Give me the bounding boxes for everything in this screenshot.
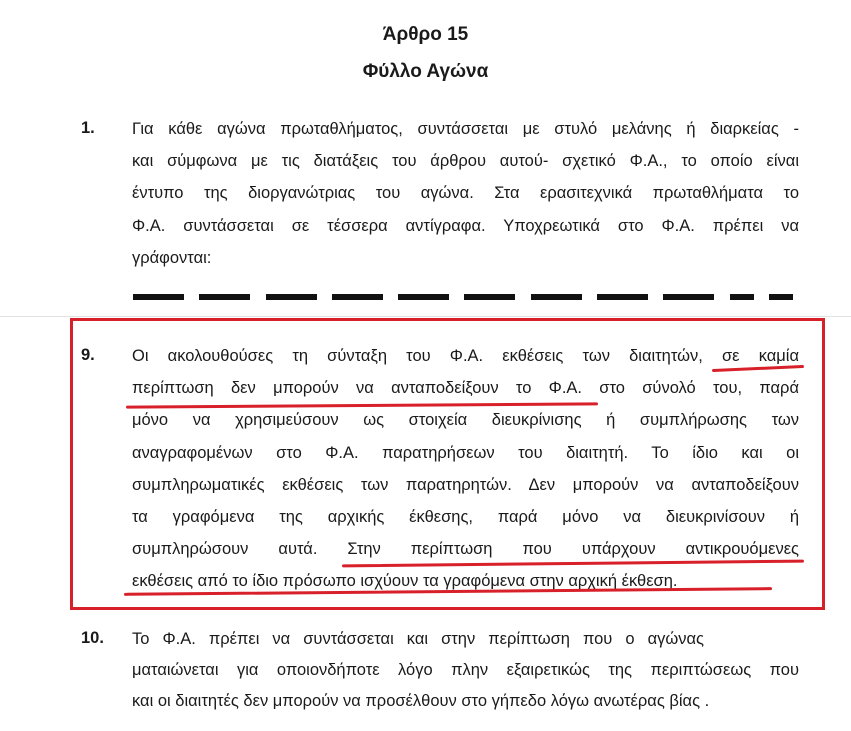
paragraph-10: [132, 624, 799, 717]
paragraph-line: περίπτωση δεν μπορούν να ανταποδείξουν το Φ.Α. στο σύνολό του, παρά: [132, 379, 799, 398]
paragraph-line: Το Φ.Α. πρέπει να συντάσσεται και στην περίπτωση που ο αγώνας: [132, 630, 704, 648]
dash-mark: [531, 294, 582, 300]
paragraph-line: Φ.Α. συντάσσεται σε τέσσερα αντίγραφα. Υποχρεωτικά στο Φ.Α. πρέπει να: [132, 216, 799, 235]
paragraph-line: Για κάθε αγώνα πρωταθλήματος, συντάσσεται με στυλό μελάνης ή διαρκείας -: [132, 120, 799, 138]
paragraph-number: 9.: [81, 346, 95, 364]
omission-dashes: [133, 294, 793, 300]
page-divider: [0, 316, 851, 317]
paragraph-line: αναγραφομένων στο Φ.Α. παρατηρήσεων του διαιτητή. Το ίδιο και οι: [132, 443, 799, 462]
paragraph-number: 10.: [81, 629, 104, 647]
dash-mark: [663, 294, 714, 300]
dash-mark: [398, 294, 449, 300]
dash-mark: [133, 294, 184, 300]
paragraph-line: και οι διαιτητές δεν μπορούν να προσέλθουν στο γήπεδο λόγω ανωτέρας βίας .: [132, 692, 710, 710]
paragraph-line: συμπληρωματικές εκθέσεις των παρατηρητών. Δεν μπορούν να ανταποδείξουν: [132, 475, 799, 494]
paragraph-line: συμπληρώσουν αυτά. Στην περίπτωση που υπάρχουν αντικρουόμενες: [132, 540, 799, 559]
dash-mark: [199, 294, 250, 300]
article-title: Άρθρο 15: [382, 24, 469, 45]
paragraph-line: εκθέσεις από το ίδιο πρόσωπο ισχύουν τα γραφόμενα στην αρχική έκθεση.: [132, 572, 678, 591]
dash-mark: [597, 294, 648, 300]
dash-mark: [769, 294, 793, 300]
paragraph-9: [132, 340, 799, 598]
article-subtitle: Φύλλο Αγώνα: [362, 61, 489, 82]
dash-mark: [332, 294, 383, 300]
paragraph-line: γράφονται:: [132, 248, 212, 267]
paragraph-line: μόνο να χρησιμεύσουν ως στοιχεία διευκρίνισης ή συμπλήρωσης των: [132, 411, 799, 430]
dash-mark: [266, 294, 317, 300]
paragraph-number: 1.: [81, 119, 95, 137]
paragraph-line: έντυπο της διοργανώτριας του αγώνα. Στα ερασιτεχνικά πρωταθλήματα το: [132, 184, 799, 203]
paragraph-line: τα γραφόμενα της αρχικής έκθεσης, παρά μόνο να διευκρινίσουν ή: [132, 508, 799, 527]
paragraph-line: Οι ακολουθούσες τη σύνταξη του Φ.Α. εκθέσεις των διαιτητών, σε καμία: [132, 347, 799, 365]
paragraph-line: και σύμφωνα με τις διατάξεις του άρθρου αυτού- σχετικό Φ.Α., το οποίο είναι: [132, 152, 799, 171]
dash-mark: [464, 294, 515, 300]
dash-mark: [730, 294, 754, 300]
paragraph-1: [132, 113, 799, 274]
paragraph-line: ματαιώνεται για οποιονδήποτε λόγο πλην εξαιρετικώς της περιπτώσεως που: [132, 661, 799, 679]
